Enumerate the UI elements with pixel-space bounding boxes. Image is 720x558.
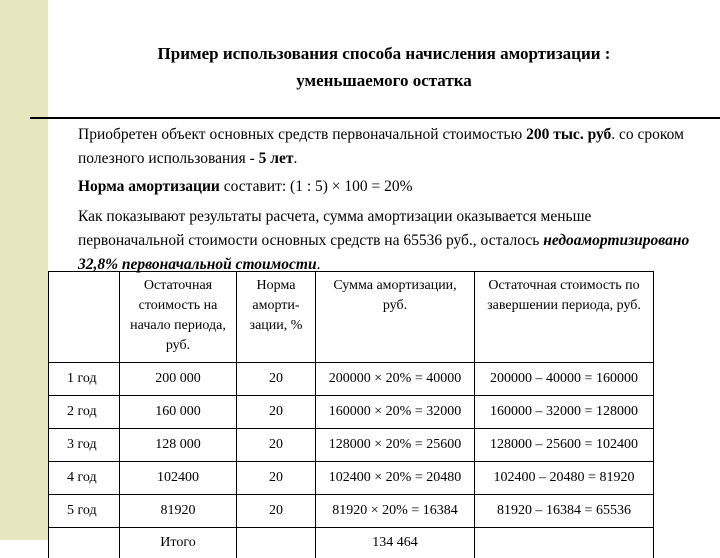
- intro-text-c: .: [293, 150, 297, 167]
- cell-depreciation: 128000 × 20% = 25600: [316, 429, 475, 462]
- cell-period: 2 год: [49, 396, 120, 429]
- cell-closing-value: 102400 – 20480 = 81920: [475, 462, 654, 495]
- cell-rate: 20: [237, 429, 316, 462]
- cell-period: 3 год: [49, 429, 120, 462]
- cell-rate: 20: [237, 462, 316, 495]
- cell-depreciation: 160000 × 20% = 32000: [316, 396, 475, 429]
- cell-depreciation: 102400 × 20% = 20480: [316, 462, 475, 495]
- cell-depreciation: 200000 × 20% = 40000: [316, 363, 475, 396]
- header-depreciation-amount: Сумма амортизации, руб.: [316, 272, 475, 363]
- title-divider: [30, 117, 720, 119]
- conclusion-paragraph: [78, 205, 698, 277]
- sidebar-band: [0, 0, 48, 540]
- total-rate-empty: [237, 528, 316, 558]
- table-row: [49, 495, 654, 528]
- cell-opening-value: 200 000: [120, 363, 237, 396]
- total-label: Итого: [120, 528, 237, 558]
- cell-opening-value: 81920: [120, 495, 237, 528]
- table-header-row: [49, 272, 654, 363]
- header-opening-value: Остаточная стоимость на начало периода, руб.: [120, 272, 237, 363]
- total-closing-empty: [475, 528, 654, 558]
- total-empty-cell: [49, 528, 120, 558]
- conclusion-text-b: .: [317, 256, 321, 273]
- cell-rate: 20: [237, 495, 316, 528]
- cell-rate: 20: [237, 396, 316, 429]
- cell-period: 4 год: [49, 462, 120, 495]
- cell-rate: 20: [237, 363, 316, 396]
- table-row: [49, 462, 654, 495]
- intro-life: 5 лет: [259, 150, 294, 167]
- title-line-1: Пример использования способа начисления амортизации :: [60, 40, 708, 67]
- cell-closing-value: 160000 – 32000 = 128000: [475, 396, 654, 429]
- table-row: [49, 429, 654, 462]
- cell-depreciation: 81920 × 20% = 16384: [316, 495, 475, 528]
- header-rate: Норма аморти-зации, %: [237, 272, 316, 363]
- cell-opening-value: 128 000: [120, 429, 237, 462]
- intro-paragraph: [78, 123, 698, 171]
- conclusion-text-a: Как показывают результаты расчета, сумма амортизации оказывается меньше первоначальной стоимости основных средств на 65536 руб., осталось: [78, 208, 591, 249]
- norm-paragraph: [78, 175, 698, 199]
- cell-opening-value: 102400: [120, 462, 237, 495]
- norm-text: составит: (1 : 5) × 100 = 20%: [220, 178, 413, 195]
- cell-closing-value: 128000 – 25600 = 102400: [475, 429, 654, 462]
- header-closing-value: Остаточная стоимость по завершении периода, руб.: [475, 272, 654, 363]
- total-value: 134 464: [316, 528, 475, 558]
- intro-cost: 200 тыс. руб: [526, 126, 611, 143]
- total-row: [49, 528, 654, 558]
- cell-closing-value: 81920 – 16384 = 65536: [475, 495, 654, 528]
- header-period: [49, 272, 120, 363]
- table-row: [49, 363, 654, 396]
- norm-label: Норма амортизации: [78, 178, 220, 195]
- table-row: [49, 396, 654, 429]
- intro-text-a: Приобретен объект основных средств первоначальной стоимостью: [78, 126, 526, 143]
- cell-period: 1 год: [49, 363, 120, 396]
- cell-opening-value: 160 000: [120, 396, 237, 429]
- slide-title: [60, 40, 708, 94]
- intro-text-b: . со сроком полезного использования -: [78, 126, 684, 167]
- cell-closing-value: 200000 – 40000 = 160000: [475, 363, 654, 396]
- title-line-2: уменьшаемого остатка: [60, 67, 708, 94]
- conclusion-emphasis: недоамортизировано 32,8% первоначальной стоимости: [78, 232, 689, 273]
- cell-period: 5 год: [49, 495, 120, 528]
- depreciation-table: [48, 271, 654, 558]
